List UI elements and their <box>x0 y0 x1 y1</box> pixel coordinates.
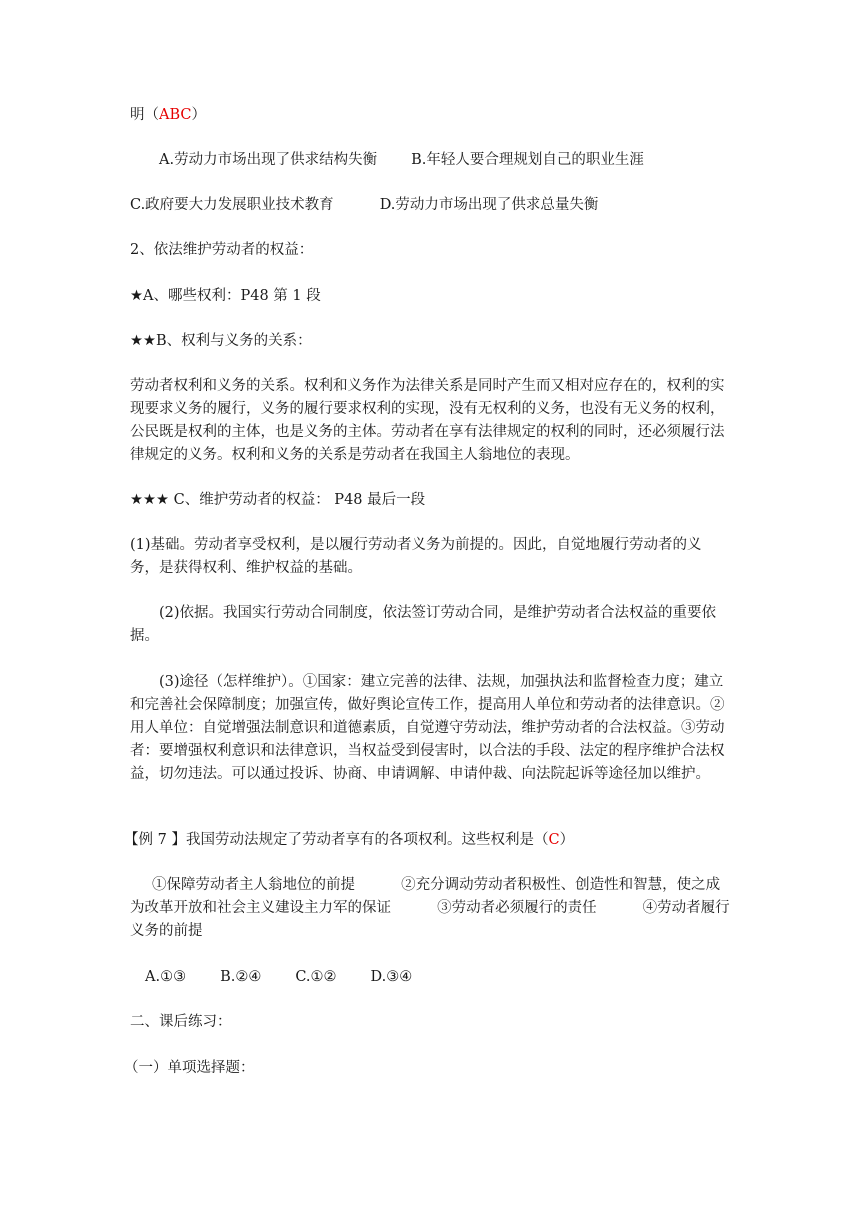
prev-question-options-cd <box>130 194 730 217</box>
example7-option-d: D.③④ <box>370 969 413 985</box>
after-class-heading: 二、课后练习： <box>130 1014 232 1030</box>
foundation-paragraph: (2)依据。我国实行劳动合同制度，依法签订劳动合同，是维护劳动者合法权益的重要依据。 <box>130 605 717 644</box>
example7-option-a: A.①③ <box>145 969 187 985</box>
example7-stem-close: ） <box>559 832 575 848</box>
example7-answer: C <box>548 832 560 848</box>
basis-paragraph: (1)基础。劳动者享受权利，是以履行劳动者义务为前提的。因此，自觉地履行劳动者的义务，是获得权利、维护权益的基础。 <box>130 537 702 576</box>
example7-option-b: B.②④ <box>220 969 262 985</box>
rights-duties-paragraph: 劳动者权利和义务的关系。权利和义务作为法律关系是同时产生而又相对应存在的，权利的实现要求义务的履行，义务的履行要求权利的实现，没有无权利的义务，也没有无义务的权利，公民既是权利的主体，也是义务的主体。劳动者在享有法律规定的权利的同时，还必须履行法律规定的义务。权利和义务的关系是劳动者在我国主人翁地位的表现。 <box>130 378 725 463</box>
approach-paragraph: (3)途径（怎样维护）。①国家：建立完善的法律、法规，加强执法和监督检查力度；建立和完善社会保障制度；加强宣传，做好舆论宣传工作，提高用人单位和劳动者的法律意识。②用人单位：自觉增强法制意识和道德素质，自觉遵守劳动法，维护劳动者的合法权益。③劳动者：要增强权利意识和法律意识，当权益受到侵害时，以合法的手段、法定的程序维护合法权益，切勿违法。可以通过投诉、协商、申请调解、申请仲裁、向法院起诉等途径加以维护。 <box>130 674 725 782</box>
example7-option-c: C.①② <box>295 969 337 985</box>
prev-option-c: C.政府要大力发展职业技术教育 <box>130 197 334 213</box>
example7-stem-text: 【例 7 】我国劳动法规定了劳动者享有的各项权利。这些权利是（ <box>124 832 549 848</box>
prev-question-stem-text: 明（ <box>130 107 159 123</box>
prev-question-options-ab <box>159 149 759 172</box>
example7-options <box>145 966 745 989</box>
prev-question-answer: ABC <box>159 107 192 123</box>
point-a-which-rights: ★A、哪些权利：P48 第 1 段 <box>130 288 321 304</box>
example7-stem <box>124 829 724 852</box>
point-b-rights-duties: ★★B、权利与义务的关系： <box>130 333 312 349</box>
example7-items: ①保障劳动者主人翁地位的前提 ②充分调动劳动者积极性、创造性和智慧，使之成为改革开放和社会主义建设主力军的保证 ③劳动者必须履行的责任 ④劳动者履行义务的前提 <box>130 877 730 939</box>
prev-option-d: D.劳动力市场出现了供求总量失衡 <box>379 197 599 213</box>
prev-question-stem-close: ） <box>191 107 206 123</box>
point-c-protect-rights: ★★★ C、维护劳动者的权益： P48 最后一段 <box>130 492 426 508</box>
prev-option-b: B.年轻人要合理规划自己的职业生涯 <box>411 152 644 168</box>
prev-option-a: A.劳动力市场出现了供求结构失衡 <box>159 152 378 168</box>
section-heading-rights: 2、依法维护劳动者的权益： <box>130 242 314 258</box>
prev-question-stem <box>130 104 730 127</box>
single-choice-heading: （一）单项选择题： <box>124 1060 255 1076</box>
